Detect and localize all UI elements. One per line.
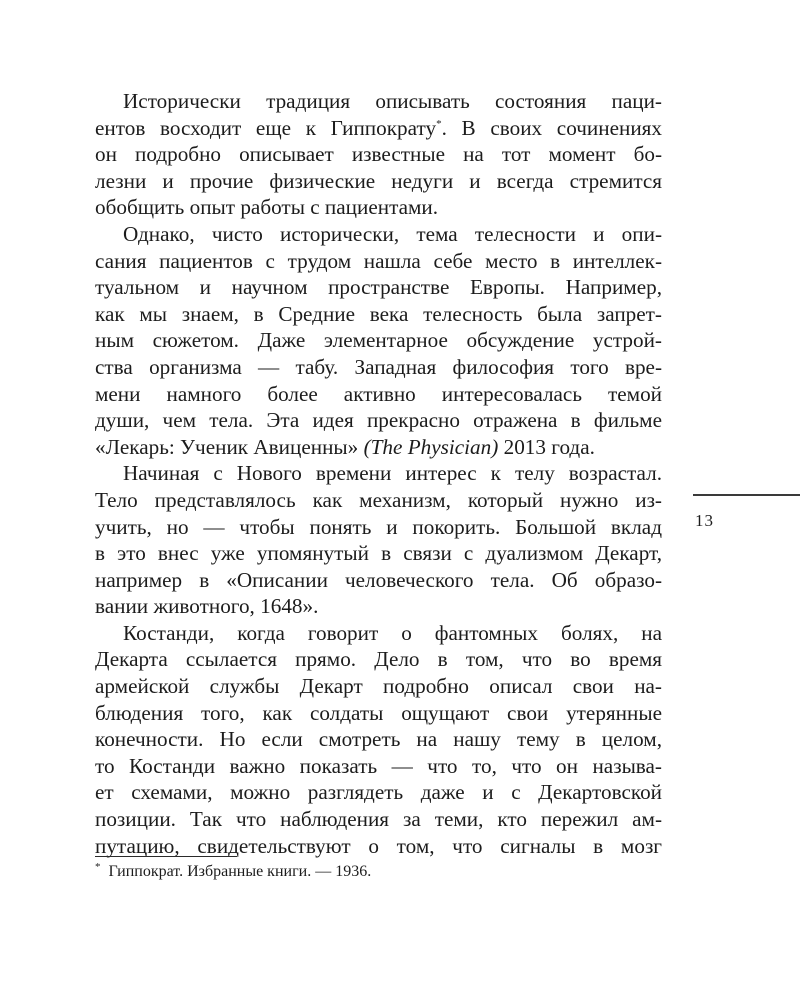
text-line: учить, но — чтобы понять и покорить. Большой вклад (95, 514, 662, 539)
text-line: например в «Описании человеческого тела. Об образо- (95, 567, 662, 592)
footnote-reference[interactable]: * (436, 117, 442, 130)
text-line: блюдения того, как солдаты ощущают свои утерянные (95, 700, 662, 725)
text-line: Начиная с Нового времени интерес к телу возрастал. (123, 461, 662, 486)
text-line: туальном и научном пространстве Европы. Например, (95, 275, 662, 300)
text-line: Исторически традиция описывать состояния паци- (123, 89, 662, 113)
text-line: лезни и прочие физические недуги и всегда стремится (95, 168, 662, 193)
text-line (95, 115, 662, 142)
margin-rule (693, 494, 800, 496)
text-line: позиции. Так что наблюдения за теми, кто пережил ам- (95, 807, 662, 832)
text-line: он подробно описывает известные на тот момент бо- (95, 142, 662, 167)
paragraph (95, 620, 662, 859)
text-segment: ентов восходит еще к Гиппократу (95, 115, 437, 140)
text-line: обобщить опыт работы с пациентами. (95, 195, 439, 220)
text-line: в это внес уже упомянутый в связи с дуализмом Декарт, (95, 541, 662, 566)
text-line: сания пациентов с трудом нашла себе место в интеллек- (95, 248, 662, 273)
text-segment: 2013 года. (498, 434, 595, 459)
text-line: ным сюжетом. Даже элементарное обсуждение устрой- (95, 328, 662, 353)
footnote (95, 862, 662, 882)
text-line: то Костанди важно показать — что то, что он называ- (95, 753, 662, 778)
footnote-rule (95, 856, 237, 857)
footnote-text: Гиппократ. Избранные книги. — 1936. (108, 863, 372, 880)
text-line (95, 434, 662, 461)
text-line: армейской службы Декарт подробно описал свои на- (95, 674, 662, 699)
film-original-title: (The Physician) (363, 434, 499, 459)
text-line: мени намного более активно интересовалась темой (95, 381, 662, 406)
paragraph (95, 88, 662, 221)
text-line: ет схемами, можно разглядеть даже и с Декартовской (95, 780, 662, 805)
paragraph (95, 460, 662, 620)
text-line: путацию, свидетельствуют о том, что сигналы в мозг (95, 833, 662, 858)
text-line: конечности. Но если смотреть на нашу тему в целом, (95, 727, 662, 752)
text-segment: «Лекарь: Ученик Авиценны» (95, 434, 364, 459)
paragraph (95, 221, 662, 460)
text-line: как мы знаем, в Средние века телесность была запрет- (95, 301, 662, 326)
text-line: ства организма — табу. Западная философия того вре- (95, 354, 662, 379)
footnote-mark: * (95, 860, 101, 873)
text-line: Тело представлялось как механизм, который нужно из- (95, 487, 662, 512)
page-number: 13 (695, 511, 714, 530)
body-text (95, 88, 662, 859)
text-line: Костанди, когда говорит о фантомных болях, на (123, 620, 662, 645)
text-line: Декарта ссылается прямо. Дело в том, что во время (95, 647, 662, 672)
text-line: вании животного, 1648». (95, 594, 319, 619)
text-line: Однако, чисто исторически, тема телесности и опи- (123, 221, 662, 246)
text-line: души, чем тела. Эта идея прекрасно отражена в фильме (95, 408, 662, 433)
text-segment: . В своих сочинениях (441, 115, 663, 140)
